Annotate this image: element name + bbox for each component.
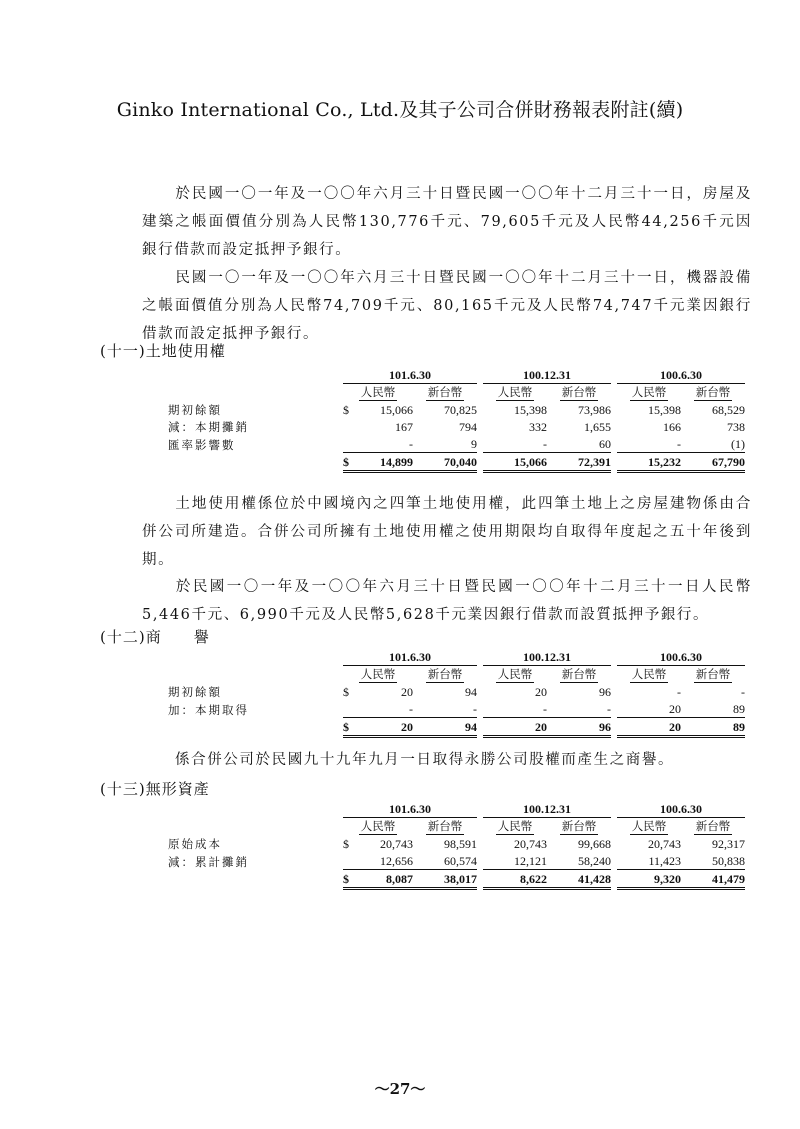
total-cell: 20 <box>483 718 547 737</box>
currency-header: 人民幣 <box>360 385 396 399</box>
total-cell: 41,479 <box>681 870 745 889</box>
cell: 9 <box>413 435 477 453</box>
total-cell: 89 <box>681 718 745 737</box>
total-cell: 94 <box>413 718 477 737</box>
dollar-sign: $ <box>343 718 355 737</box>
period-header: 101.6.30 <box>343 366 477 384</box>
cell: 167 <box>395 420 413 434</box>
heading-goodwill: (十二)商 譽 <box>100 628 210 646</box>
total-cell: 70,040 <box>413 453 477 472</box>
currency-header: 人民幣 <box>497 385 533 399</box>
paragraph-land-use-rights-pledge: 於民國一〇一年及一〇〇年六月三十日暨民國一〇〇年十二月三十一日人民幣5,446千元、6,990千元及人民幣5,628千元業因銀行借款而設質抵押予銀行。 <box>142 579 752 623</box>
total-cell: 41,428 <box>547 870 611 889</box>
period-header: 100.6.30 <box>617 648 745 666</box>
cell: 20,743 <box>380 837 413 851</box>
total-cell: 20 <box>355 718 413 737</box>
land-use-rights-table <box>168 366 745 473</box>
cell: 89 <box>681 700 745 718</box>
row-label: 減：本期攤銷 <box>168 420 249 434</box>
currency-header: 人民幣 <box>631 667 667 681</box>
currency-header: 新台幣 <box>695 667 731 681</box>
page-number: ～27～ <box>374 1080 426 1098</box>
table-row <box>168 418 745 435</box>
row-label: 減：累計攤銷 <box>168 854 249 869</box>
cell: - <box>413 700 477 718</box>
total-cell: 20 <box>617 718 681 737</box>
period-header: 100.12.31 <box>483 366 611 384</box>
total-cell: 9,320 <box>617 870 681 889</box>
cell: 166 <box>663 420 681 434</box>
cell: - <box>355 435 413 453</box>
paragraph-machinery-pledge: 民國一〇一年及一〇〇年六月三十日暨民國一〇〇年十二月三十一日，機器設備之帳面價值分別為人民幣74,709千元、80,165千元及人民幣74,747千元業因銀行借款而設定抵押予銀行。 <box>142 270 752 342</box>
cell: 20 <box>401 685 413 699</box>
cell: 15,066 <box>380 403 413 417</box>
cell: 94 <box>465 685 477 699</box>
row-label: 期初餘額 <box>168 685 222 699</box>
period-header: 100.12.31 <box>483 648 611 666</box>
cell: 99,668 <box>578 837 611 851</box>
cell: 20,743 <box>514 837 547 851</box>
period-header: 101.6.30 <box>343 800 477 818</box>
currency-header: 新台幣 <box>427 667 463 681</box>
cell: 92,317 <box>712 837 745 851</box>
cell: 15,398 <box>514 403 547 417</box>
table-row <box>168 700 745 718</box>
cell: 20 <box>617 700 681 718</box>
heading-land-use-rights: (十一)土地使用權 <box>100 342 226 360</box>
currency-header: 新台幣 <box>427 819 463 833</box>
paragraph-land-use-rights-note: 土地使用權係位於中國境內之四筆土地使用權，此四筆土地上之房屋建物係由合併公司所建造。合併公司所擁有土地使用權之使用期限均自取得年度起之五十年後到期。 <box>142 496 752 568</box>
total-cell: 15,066 <box>483 453 547 472</box>
currency-header: 人民幣 <box>360 819 396 833</box>
row-label: 期初餘額 <box>168 403 222 417</box>
row-label: 原始成本 <box>168 837 222 851</box>
currency-header: 人民幣 <box>360 667 396 681</box>
row-label: 加：本期取得 <box>168 702 249 717</box>
cell: - <box>355 700 413 718</box>
currency-header: 新台幣 <box>695 819 731 833</box>
cell: 738 <box>727 420 745 434</box>
period-header-row <box>168 800 745 818</box>
dollar-sign: $ <box>343 837 349 851</box>
period-header-row <box>168 648 745 666</box>
total-row <box>168 453 745 472</box>
total-cell: 67,790 <box>681 453 745 472</box>
cell: 20 <box>535 685 547 699</box>
currency-header: 新台幣 <box>561 385 597 399</box>
cell: 70,825 <box>444 403 477 417</box>
cell: - <box>483 435 547 453</box>
total-row <box>168 718 745 737</box>
period-header: 100.6.30 <box>617 366 745 384</box>
cell: - <box>617 435 681 453</box>
cell: 50,838 <box>681 852 745 870</box>
cell: 60 <box>547 435 611 453</box>
cell: 20,743 <box>648 837 681 851</box>
cell: 12,121 <box>483 852 547 870</box>
dollar-sign: $ <box>343 403 349 417</box>
currency-header-row <box>168 384 745 402</box>
total-row <box>168 870 745 889</box>
page-title: Ginko International Co., Ltd.及其子公司合併財務報表附註(續) <box>116 99 684 121</box>
table-row <box>168 401 745 418</box>
cell: 98,591 <box>444 837 477 851</box>
total-cell: 38,017 <box>413 870 477 889</box>
heading-intangible-assets: (十三)無形資產 <box>100 780 210 798</box>
paragraph-goodwill-note: 係合併公司於民國九十九年九月一日取得永勝公司股權而產生之商譽。 <box>175 752 675 768</box>
total-cell: 8,087 <box>355 870 413 889</box>
period-header: 100.12.31 <box>483 800 611 818</box>
currency-header: 新台幣 <box>561 819 597 833</box>
currency-header: 新台幣 <box>695 385 731 399</box>
currency-header: 新台幣 <box>561 667 597 681</box>
cell: 73,986 <box>578 403 611 417</box>
dollar-sign: $ <box>343 870 355 889</box>
cell: 12,656 <box>355 852 413 870</box>
cell: 1,655 <box>584 420 611 434</box>
cell: 15,398 <box>648 403 681 417</box>
row-label: 匯率影響數 <box>168 437 236 452</box>
total-cell: 96 <box>547 718 611 737</box>
total-cell: 14,899 <box>355 453 413 472</box>
period-header: 100.6.30 <box>617 800 745 818</box>
period-header: 101.6.30 <box>343 648 477 666</box>
cell: - <box>741 685 745 699</box>
currency-header: 人民幣 <box>631 385 667 399</box>
currency-header: 新台幣 <box>427 385 463 399</box>
table-row <box>168 435 745 453</box>
table-row <box>168 835 745 852</box>
cell: - <box>677 685 681 699</box>
cell: 58,240 <box>547 852 611 870</box>
period-header-row <box>168 366 745 384</box>
cell: 332 <box>529 420 547 434</box>
total-cell: 8,622 <box>483 870 547 889</box>
currency-header: 人民幣 <box>497 667 533 681</box>
total-cell: 15,232 <box>617 453 681 472</box>
intangible-assets-table <box>168 800 745 890</box>
cell: - <box>483 700 547 718</box>
cell: 794 <box>459 420 477 434</box>
cell: (1) <box>681 435 745 453</box>
currency-header: 人民幣 <box>497 819 533 833</box>
dollar-sign: $ <box>343 453 355 472</box>
dollar-sign: $ <box>343 685 349 699</box>
goodwill-table <box>168 648 745 738</box>
cell: 60,574 <box>413 852 477 870</box>
currency-header-row <box>168 818 745 836</box>
cell: 11,423 <box>617 852 681 870</box>
paragraph-buildings-pledge: 於民國一〇一年及一〇〇年六月三十日暨民國一〇〇年十二月三十一日，房屋及建築之帳面價值分別為人民幣130,776千元、79,605千元及人民幣44,256千元因銀行借款而設定抵押予銀行。 <box>142 186 752 258</box>
cell: - <box>547 700 611 718</box>
cell: 96 <box>599 685 611 699</box>
table-row <box>168 852 745 870</box>
total-cell: 72,391 <box>547 453 611 472</box>
currency-header: 人民幣 <box>631 819 667 833</box>
currency-header-row <box>168 666 745 684</box>
table-row <box>168 683 745 700</box>
cell: 68,529 <box>712 403 745 417</box>
